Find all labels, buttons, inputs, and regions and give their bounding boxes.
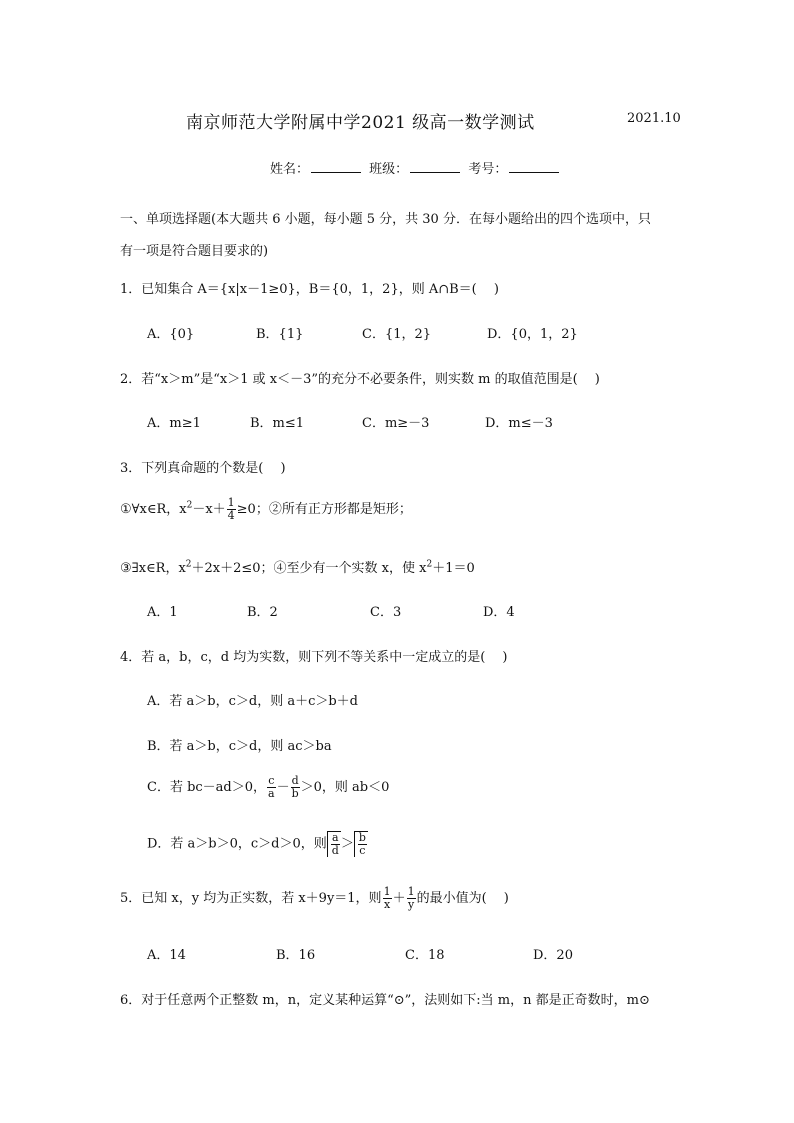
fraction-d-over-b: $\frac{d}{b}$ (291, 774, 299, 800)
section-heading-line2: 有一项是符合题目要求的) (120, 244, 269, 259)
fraction-one-over-x: $\frac{1}{x}$ (383, 885, 391, 911)
question-6: 6．对于任意两个正整数 m，n，定义某种运算“⊙”，法则如下:当 m，n 都是正奇数时，m⊙ (120, 993, 650, 1008)
exam-date: 2021.10 (627, 111, 681, 126)
exam-no-label: 考号： (468, 162, 508, 177)
question-3: 3．下列真命题的个数是( ) (120, 461, 286, 476)
question-2: 2．若“x＞m”是“x＞1 或 x＜－3”的充分不必要条件，则实数 m 的取值范围是( ) (120, 372, 600, 387)
section-heading-line1: 一、单项选择题(本大题共 6 小题，每小题 5 分，共 30 分．在每小题给出的四个选项中，只 (120, 212, 651, 227)
q2-option-d: D．m≤－3 (485, 416, 553, 431)
q5-option-d: D．20 (533, 948, 573, 963)
q3-option-c: C．3 (370, 605, 402, 620)
q3-option-a: A．1 (147, 605, 178, 620)
page-title: 南京师范大学附属中学2021 级高一数学测试 (186, 113, 535, 133)
q1-option-c: C．{1，2} (362, 327, 432, 342)
q4-option-b: B．若 a＞b，c＞d，则 ac＞ba (147, 739, 332, 754)
class-label: 班级： (369, 162, 409, 177)
section-heading (120, 204, 651, 268)
question-1: 1．已知集合 A＝{x|x－1≥0}，B＝{0，1，2}，则 A∩B＝( ) (120, 282, 499, 297)
question-5: 5．已知 x，y 均为正实数，若 x＋9y＝1，则 $\frac{1}{x}$ ＋ $\frac{1}{y}$ 的最小值为( ) (120, 885, 509, 911)
fraction-one-over-y: $\frac{1}{y}$ (407, 885, 415, 911)
q3-statements-3-4: ③∃x∈R，$x^2+2x+2\le 0$；④至少有一个实数 x，使 $x^2+1=0$ (120, 559, 475, 576)
q1-option-b: B．{1} (256, 327, 304, 342)
question-4: 4．若 a，b，c，d 均为实数，则下列不等关系中一定成立的是( ) (120, 650, 508, 665)
exam-no-blank[interactable] (509, 160, 559, 173)
name-label: 姓名： (270, 162, 310, 177)
q4-option-c: C．若 bc－ad＞0， $\frac{c}{a}$ － $\frac{d}{b}$ ＞0，则 ab＜0 (147, 774, 390, 800)
q1-option-a: A．{0} (147, 327, 195, 342)
q2-option-c: C．m≥－3 (362, 416, 430, 431)
sqrt-b-over-c: $\frac{b}{c}$ (354, 831, 368, 857)
q2-option-a: A．m≥1 (147, 416, 201, 431)
fraction-c-over-a: $\frac{c}{a}$ (268, 774, 275, 800)
q4-option-a: A．若 a＞b，c＞d，则 a＋c＞b＋d (147, 694, 359, 709)
q1-option-d: D．{0，1，2} (487, 327, 578, 342)
student-info-line (270, 158, 563, 177)
q5-option-b: B．16 (276, 948, 316, 963)
q2-option-b: B．m≤1 (250, 416, 305, 431)
class-blank[interactable] (410, 160, 460, 173)
q3-option-b: B．2 (247, 605, 278, 620)
q3-option-d: D．4 (483, 605, 515, 620)
name-blank[interactable] (311, 160, 361, 173)
sqrt-a-over-d: $\frac{a}{d}$ (327, 831, 341, 857)
q5-option-c: C．18 (405, 948, 445, 963)
q3-statements-1-2: ①∀x∈R，$x^2-x+$ $\frac{1}{4}$ ≥0；②所有正方形都是矩形； (120, 496, 412, 522)
q5-option-a: A．14 (147, 948, 186, 963)
fraction-one-quarter: $\frac{1}{4}$ (227, 496, 235, 522)
q4-option-d: D．若 a＞b＞0，c＞d＞0，则 $\frac{a}{d}$ ＞ $\frac{b}{c}$ (147, 831, 366, 857)
